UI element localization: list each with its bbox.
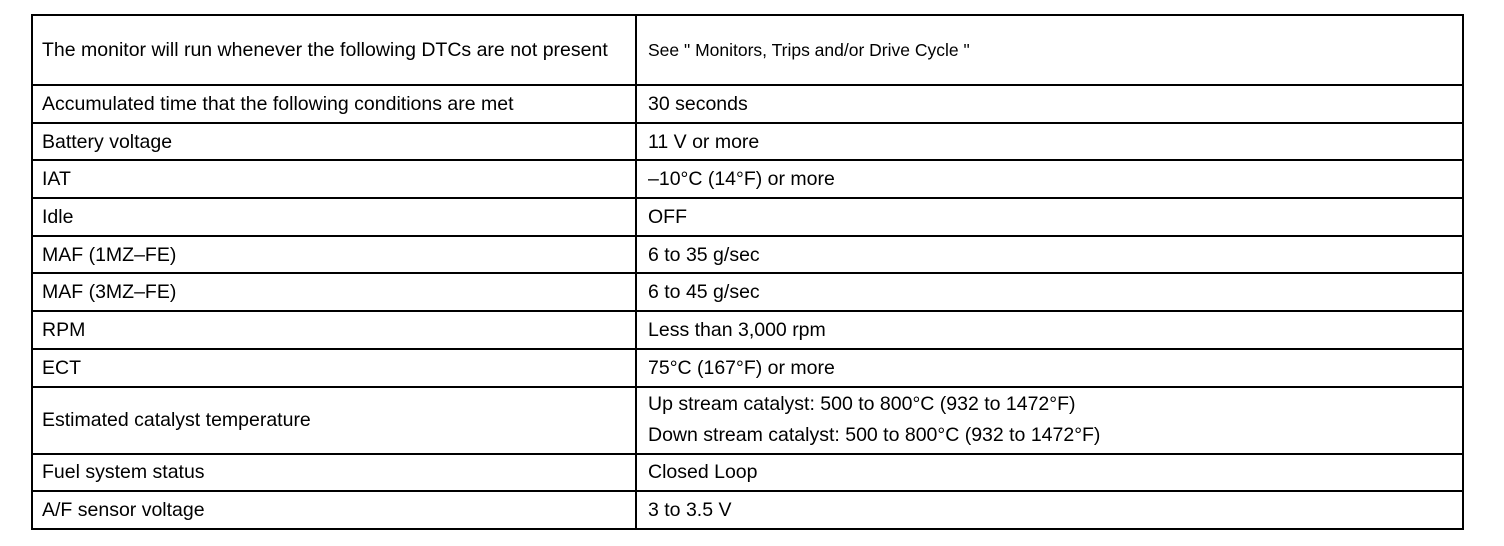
table-row xyxy=(32,15,1463,85)
value-cell: Closed Loop xyxy=(636,454,1463,492)
value-cell: 3 to 3.5 V xyxy=(636,491,1463,529)
value-cell: –10°C (14°F) or more xyxy=(636,160,1463,198)
table-row xyxy=(32,454,1463,492)
table-row xyxy=(32,273,1463,311)
table-row xyxy=(32,198,1463,236)
parameter-cell: Battery voltage xyxy=(32,123,636,161)
table-row xyxy=(32,311,1463,349)
table-row xyxy=(32,85,1463,123)
value-line: See " Monitors, Trips and/or Drive Cycle " xyxy=(648,39,970,60)
table-row xyxy=(32,123,1463,161)
table-row xyxy=(32,160,1463,198)
parameter-cell: RPM xyxy=(32,311,636,349)
value-cell: OFF xyxy=(636,198,1463,236)
table-row xyxy=(32,491,1463,529)
parameter-cell: A/F sensor voltage xyxy=(32,491,636,529)
value-cell: 11 V or more xyxy=(636,123,1463,161)
parameter-cell: The monitor will run whenever the following DTCs are not present xyxy=(32,15,636,85)
parameter-cell: Accumulated time that the following conditions are met xyxy=(32,85,636,123)
value-cell: 30 seconds xyxy=(636,85,1463,123)
value-cell: 75°C (167°F) or more xyxy=(636,349,1463,387)
parameter-cell: Idle xyxy=(32,198,636,236)
value-line-downstream: Down stream catalyst: 500 to 800°C (932 to 1472°F) xyxy=(648,424,1101,446)
value-cell: 6 to 45 g/sec xyxy=(636,273,1463,311)
parameter-cell: ECT xyxy=(32,349,636,387)
table-row xyxy=(32,387,1463,454)
value-cell xyxy=(636,15,1463,85)
value-cell: 6 to 35 g/sec xyxy=(636,236,1463,274)
parameter-cell: MAF (3MZ–FE) xyxy=(32,273,636,311)
table-row xyxy=(32,236,1463,274)
parameter-cell: IAT xyxy=(32,160,636,198)
parameter-cell: Fuel system status xyxy=(32,454,636,492)
value-line-upstream: Up stream catalyst: 500 to 800°C (932 to 1472°F) xyxy=(648,393,1076,415)
conditions-table xyxy=(31,14,1464,530)
value-cell xyxy=(636,387,1463,454)
parameter-cell: Estimated catalyst temperature xyxy=(32,387,636,454)
table-row xyxy=(32,349,1463,387)
parameter-cell: MAF (1MZ–FE) xyxy=(32,236,636,274)
value-cell: Less than 3,000 rpm xyxy=(636,311,1463,349)
